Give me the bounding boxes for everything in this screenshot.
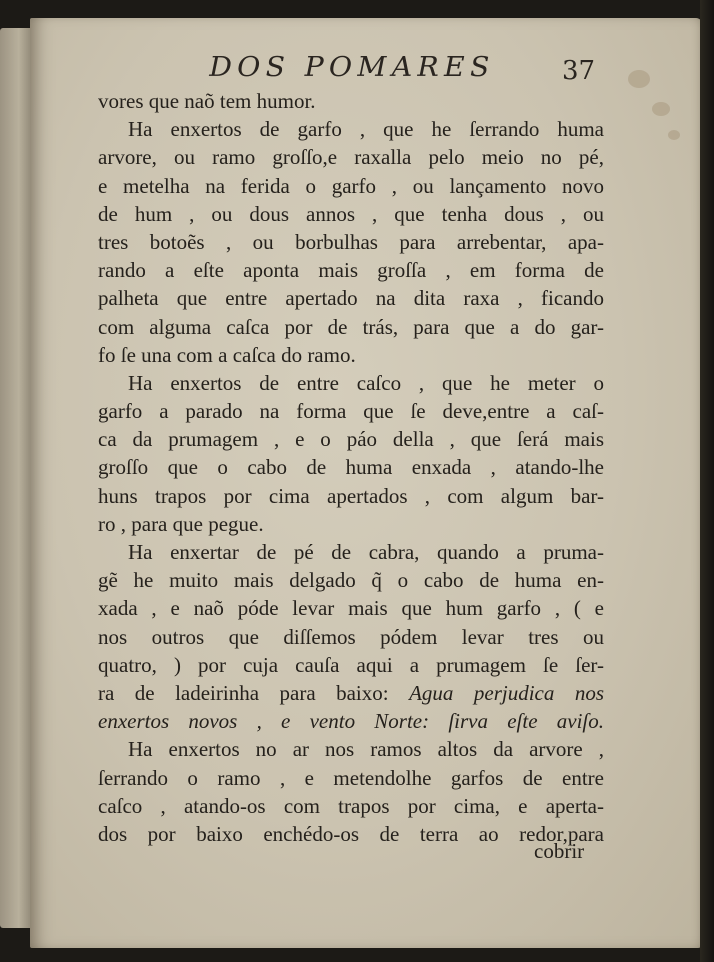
running-head: DOS POMARES — [209, 52, 495, 83]
background-edge — [700, 0, 714, 962]
text-line: gẽ he muito mais delgado q̃ o cabo de huma en- — [98, 568, 604, 593]
text-line: fo ſe una com a caſca do ramo. — [98, 342, 356, 367]
text-line-roman: ra de ladeirinha para baixo: — [98, 680, 389, 705]
text-line: tres botoẽs , ou borbulhas para arrebentar, apa- — [98, 229, 604, 254]
text-line: xada , e naõ póde levar mais que hum garfo , ( e — [98, 596, 604, 621]
text-line: vores que naõ tem humor. — [98, 89, 316, 113]
previous-page-edge — [0, 28, 34, 928]
text-line: palheta que entre apertado na dita raxa , ficando — [98, 286, 604, 311]
text-line: caſco , atando-os com trapos por cima, e aperta- — [98, 793, 604, 818]
text-line: Ha enxertos no ar nos ramos altos da arvore , — [128, 737, 604, 762]
text-line: rando a eſte aponta mais groſſa , em forma de — [98, 258, 604, 283]
text-line: quatro, ) por cuja cauſa aqui a prumagem ſe ſer- — [98, 652, 604, 677]
text-line: de hum , ou dous annos , que tenha dous , ou — [98, 201, 604, 226]
text-line: ca da prumagem , e o páo della , que ſerá mais — [98, 427, 604, 452]
text-line: ro , para que pegue. — [98, 511, 264, 536]
text-line: Ha enxertar de pé de cabra, quando a pruma- — [128, 540, 604, 564]
page-header — [200, 52, 600, 92]
italic-text: Agua perjudica nos — [409, 680, 605, 705]
text-line: ſerrando o ramo , e metendolhe garfos de entre — [98, 765, 604, 790]
text-line: groſſo que o cabo de huma enxada , atando-lhe — [98, 455, 604, 480]
text-line: e metelha na ferida o garfo , ou lançamento novo — [98, 173, 604, 198]
text-line: Ha enxertos de garfo , que he ſerrando huma — [128, 117, 604, 142]
text-line: huns trapos por cima apertados , com algum bar- — [98, 483, 604, 508]
text-line: Ha enxertos de entre caſco , que he meter o — [128, 370, 604, 395]
page-number: 37 — [562, 56, 596, 86]
italic-text: enxertos novos , e vento Norte: ſirva eſte aviſo. — [98, 709, 604, 734]
text-line: garfo a parado na forma que ſe deve,entre a caſ- — [98, 399, 604, 424]
text-line: com alguma caſca por de trás, para que a do gar- — [98, 314, 604, 339]
foxing-stain — [668, 130, 680, 140]
text-line — [98, 707, 604, 735]
text-line: arvore, ou ramo groſſo,e raxalla pelo meio no pé, — [98, 145, 604, 170]
foxing-stain — [628, 70, 650, 88]
foxing-stain — [652, 102, 670, 116]
body-text — [98, 87, 604, 848]
catchword: cobrir — [534, 839, 585, 863]
text-line — [98, 679, 604, 707]
text-line: nos outros que diſſemos pódem levar tres ou — [98, 624, 604, 649]
text-line: dos por baixo enchédo-os de terra ao redor,para — [98, 821, 604, 846]
